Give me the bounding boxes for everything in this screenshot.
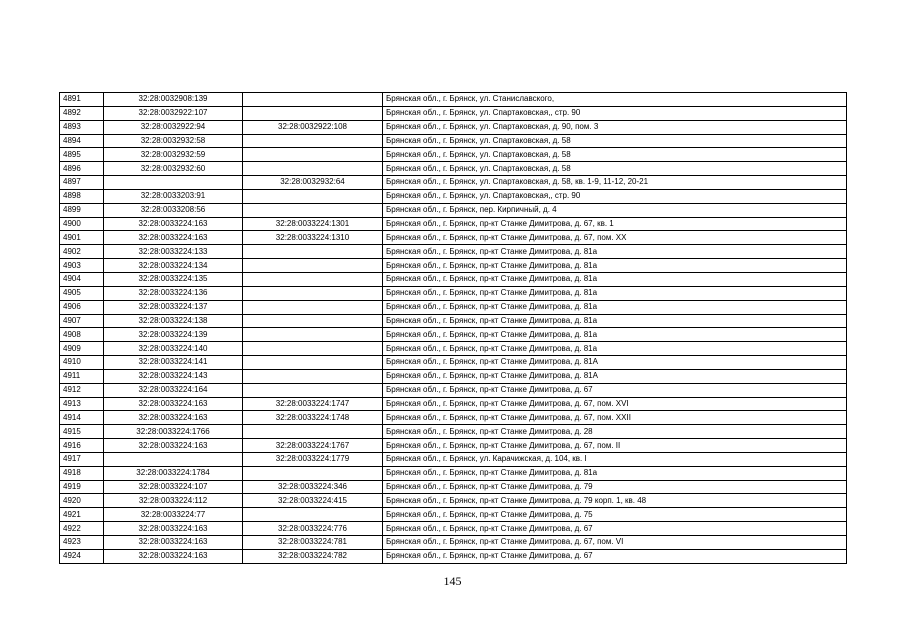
- row-number-cell: 4915: [60, 425, 104, 439]
- cadastral-number-cell: 32:28:0033224:134: [104, 259, 243, 273]
- table-row: [60, 549, 847, 563]
- related-cadastral-number-cell: 32:28:0033224:415: [243, 494, 383, 508]
- table-row: [60, 508, 847, 522]
- row-number-cell: 4904: [60, 272, 104, 286]
- cadastral-number-cell: 32:28:0032922:94: [104, 120, 243, 134]
- related-cadastral-number-cell: [243, 134, 383, 148]
- table-row: [60, 300, 847, 314]
- row-number-cell: 4900: [60, 217, 104, 231]
- cadastral-number-cell: 32:28:0033224:163: [104, 397, 243, 411]
- related-cadastral-number-cell: [243, 148, 383, 162]
- row-number-cell: 4906: [60, 300, 104, 314]
- row-number-cell: 4894: [60, 134, 104, 148]
- table-row: [60, 452, 847, 466]
- address-cell: Брянская обл., г. Брянск, пр-кт Станке Димитрова, д. 67, пом. II: [383, 439, 847, 453]
- related-cadastral-number-cell: [243, 328, 383, 342]
- related-cadastral-number-cell: [243, 259, 383, 273]
- address-cell: Брянская обл., г. Брянск, пр-кт Станке Димитрова, д. 67, кв. 1: [383, 217, 847, 231]
- address-cell: Брянская обл., г. Брянск, пр-кт Станке Димитрова, д. 67: [383, 383, 847, 397]
- table-row: [60, 411, 847, 425]
- row-number-cell: 4892: [60, 106, 104, 120]
- cadastral-number-cell: 32:28:0032922:107: [104, 106, 243, 120]
- address-cell: Брянская обл., г. Брянск, пр-кт Станке Димитрова, д. 81а: [383, 466, 847, 480]
- related-cadastral-number-cell: [243, 203, 383, 217]
- table-row: [60, 203, 847, 217]
- address-cell: Брянская обл., г. Брянск, пр-кт Станке Димитрова, д. 79 корп. 1, кв. 48: [383, 494, 847, 508]
- address-cell: Брянская обл., г. Брянск, пр-кт Станке Димитрова, д. 67, пом. XVI: [383, 397, 847, 411]
- cadastral-number-cell: 32:28:0033224:163: [104, 522, 243, 536]
- cadastral-number-cell: 32:28:0032908:139: [104, 93, 243, 107]
- cadastral-number-cell: 32:28:0033224:1766: [104, 425, 243, 439]
- cadastral-number-cell: 32:28:0033224:140: [104, 342, 243, 356]
- cadastral-number-cell: 32:28:0033203:91: [104, 189, 243, 203]
- table-body: [60, 93, 847, 564]
- address-cell: Брянская обл., г. Брянск, ул. Спартаковская,, стр. 90: [383, 189, 847, 203]
- row-number-cell: 4919: [60, 480, 104, 494]
- table-row: [60, 286, 847, 300]
- related-cadastral-number-cell: 32:28:0033224:1310: [243, 231, 383, 245]
- address-cell: Брянская обл., г. Брянск, ул. Спартаковская,, стр. 90: [383, 106, 847, 120]
- address-cell: Брянская обл., г. Брянск, ул. Спартаковская, д. 58: [383, 134, 847, 148]
- table-row: [60, 522, 847, 536]
- row-number-cell: 4891: [60, 93, 104, 107]
- address-cell: Брянская обл., г. Брянск, пер. Кирпичный, д. 4: [383, 203, 847, 217]
- row-number-cell: 4902: [60, 245, 104, 259]
- table-row: [60, 134, 847, 148]
- related-cadastral-number-cell: 32:28:0032922:108: [243, 120, 383, 134]
- address-cell: Брянская обл., г. Брянск, пр-кт Станке Димитрова, д. 81А: [383, 369, 847, 383]
- cadastral-number-cell: 32:28:0032932:58: [104, 134, 243, 148]
- cadastral-number-cell: 32:28:0033224:143: [104, 369, 243, 383]
- table-row: [60, 369, 847, 383]
- cadastral-number-cell: 32:28:0033224:163: [104, 439, 243, 453]
- table-row: [60, 439, 847, 453]
- row-number-cell: 4913: [60, 397, 104, 411]
- table-row: [60, 314, 847, 328]
- address-cell: Брянская обл., г. Брянск, пр-кт Станке Димитрова, д. 67, пом. XXII: [383, 411, 847, 425]
- related-cadastral-number-cell: 32:28:0033224:782: [243, 549, 383, 563]
- related-cadastral-number-cell: [243, 425, 383, 439]
- row-number-cell: 4912: [60, 383, 104, 397]
- row-number-cell: 4916: [60, 439, 104, 453]
- table-row: [60, 245, 847, 259]
- row-number-cell: 4905: [60, 286, 104, 300]
- address-cell: Брянская обл., г. Брянск, пр-кт Станке Димитрова, д. 81а: [383, 245, 847, 259]
- cadastral-number-cell: 32:28:0033224:139: [104, 328, 243, 342]
- table-row: [60, 176, 847, 190]
- cadastral-number-cell: 32:28:0033224:141: [104, 356, 243, 370]
- table-row: [60, 148, 847, 162]
- table-row: [60, 106, 847, 120]
- related-cadastral-number-cell: 32:28:0033224:346: [243, 480, 383, 494]
- address-cell: Брянская обл., г. Брянск, ул. Станиславского,: [383, 93, 847, 107]
- row-number-cell: 4911: [60, 369, 104, 383]
- related-cadastral-number-cell: 32:28:0033224:1301: [243, 217, 383, 231]
- related-cadastral-number-cell: [243, 466, 383, 480]
- row-number-cell: 4923: [60, 536, 104, 550]
- table-row: [60, 217, 847, 231]
- related-cadastral-number-cell: [243, 245, 383, 259]
- cadastral-number-cell: 32:28:0033208:56: [104, 203, 243, 217]
- row-number-cell: 4895: [60, 148, 104, 162]
- table-row: [60, 383, 847, 397]
- cadastral-number-cell: 32:28:0033224:163: [104, 549, 243, 563]
- table-row: [60, 259, 847, 273]
- table-row: [60, 231, 847, 245]
- row-number-cell: 4910: [60, 356, 104, 370]
- row-number-cell: 4918: [60, 466, 104, 480]
- address-cell: Брянская обл., г. Брянск, пр-кт Станке Димитрова, д. 81а: [383, 314, 847, 328]
- address-cell: Брянская обл., г. Брянск, пр-кт Станке Димитрова, д. 81а: [383, 272, 847, 286]
- address-cell: Брянская обл., г. Брянск, пр-кт Станке Димитрова, д. 81а: [383, 286, 847, 300]
- address-cell: Брянская обл., г. Брянск, пр-кт Станке Димитрова, д. 81а: [383, 342, 847, 356]
- related-cadastral-number-cell: 32:28:0033224:1748: [243, 411, 383, 425]
- related-cadastral-number-cell: 32:28:0033224:1767: [243, 439, 383, 453]
- cadastral-number-cell: 32:28:0033224:1784: [104, 466, 243, 480]
- row-number-cell: 4914: [60, 411, 104, 425]
- row-number-cell: 4899: [60, 203, 104, 217]
- address-cell: Брянская обл., г. Брянск, ул. Спартаковская, д. 58, кв. 1-9, 11-12, 20-21: [383, 176, 847, 190]
- table-row: [60, 536, 847, 550]
- address-cell: Брянская обл., г. Брянск, ул. Карачижская, д. 104, кв. I: [383, 452, 847, 466]
- cadastral-number-cell: 32:28:0033224:133: [104, 245, 243, 259]
- row-number-cell: 4920: [60, 494, 104, 508]
- row-number-cell: 4909: [60, 342, 104, 356]
- address-cell: Брянская обл., г. Брянск, пр-кт Станке Димитрова, д. 81а: [383, 300, 847, 314]
- related-cadastral-number-cell: [243, 162, 383, 176]
- cadastral-number-cell: 32:28:0033224:107: [104, 480, 243, 494]
- address-cell: Брянская обл., г. Брянск, пр-кт Станке Димитрова, д. 28: [383, 425, 847, 439]
- cadastral-number-cell: 32:28:0033224:163: [104, 217, 243, 231]
- table-row: [60, 425, 847, 439]
- cadastral-number-cell: 32:28:0033224:135: [104, 272, 243, 286]
- table-row: [60, 162, 847, 176]
- related-cadastral-number-cell: 32:28:0033224:1747: [243, 397, 383, 411]
- table-row: [60, 466, 847, 480]
- property-registry-table: [59, 92, 847, 564]
- cadastral-number-cell: 32:28:0033224:77: [104, 508, 243, 522]
- related-cadastral-number-cell: [243, 369, 383, 383]
- address-cell: Брянская обл., г. Брянск, пр-кт Станке Димитрова, д. 67: [383, 522, 847, 536]
- related-cadastral-number-cell: [243, 300, 383, 314]
- table-row: [60, 494, 847, 508]
- cadastral-number-cell: 32:28:0032932:59: [104, 148, 243, 162]
- address-cell: Брянская обл., г. Брянск, пр-кт Станке Димитрова, д. 75: [383, 508, 847, 522]
- table-row: [60, 480, 847, 494]
- row-number-cell: 4907: [60, 314, 104, 328]
- related-cadastral-number-cell: [243, 272, 383, 286]
- related-cadastral-number-cell: [243, 286, 383, 300]
- cadastral-number-cell: 32:28:0033224:112: [104, 494, 243, 508]
- cadastral-number-cell: 32:28:0033224:138: [104, 314, 243, 328]
- table-row: [60, 328, 847, 342]
- address-cell: Брянская обл., г. Брянск, ул. Спартаковская, д. 58: [383, 148, 847, 162]
- related-cadastral-number-cell: 32:28:0033224:776: [243, 522, 383, 536]
- related-cadastral-number-cell: [243, 383, 383, 397]
- cadastral-number-cell: 32:28:0033224:163: [104, 231, 243, 245]
- row-number-cell: 4903: [60, 259, 104, 273]
- related-cadastral-number-cell: [243, 93, 383, 107]
- row-number-cell: 4896: [60, 162, 104, 176]
- row-number-cell: 4922: [60, 522, 104, 536]
- cadastral-number-cell: 32:28:0033224:164: [104, 383, 243, 397]
- related-cadastral-number-cell: [243, 508, 383, 522]
- table-row: [60, 397, 847, 411]
- cadastral-number-cell: 32:28:0033224:136: [104, 286, 243, 300]
- address-cell: Брянская обл., г. Брянск, пр-кт Станке Димитрова, д. 79: [383, 480, 847, 494]
- cadastral-number-cell: 32:28:0033224:137: [104, 300, 243, 314]
- related-cadastral-number-cell: 32:28:0033224:1779: [243, 452, 383, 466]
- related-cadastral-number-cell: [243, 314, 383, 328]
- table-row: [60, 356, 847, 370]
- cadastral-number-cell: 32:28:0033224:163: [104, 411, 243, 425]
- row-number-cell: 4901: [60, 231, 104, 245]
- table-row: [60, 189, 847, 203]
- row-number-cell: 4917: [60, 452, 104, 466]
- row-number-cell: 4897: [60, 176, 104, 190]
- cadastral-number-cell: [104, 452, 243, 466]
- address-cell: Брянская обл., г. Брянск, пр-кт Станке Димитрова, д. 67, пом. VI: [383, 536, 847, 550]
- row-number-cell: 4921: [60, 508, 104, 522]
- related-cadastral-number-cell: [243, 342, 383, 356]
- table-row: [60, 93, 847, 107]
- related-cadastral-number-cell: [243, 356, 383, 370]
- address-cell: Брянская обл., г. Брянск, ул. Спартаковская, д. 90, пом. 3: [383, 120, 847, 134]
- address-cell: Брянская обл., г. Брянск, пр-кт Станке Димитрова, д. 81А: [383, 356, 847, 370]
- cadastral-number-cell: 32:28:0033224:163: [104, 536, 243, 550]
- related-cadastral-number-cell: [243, 189, 383, 203]
- cadastral-number-cell: 32:28:0032932:60: [104, 162, 243, 176]
- row-number-cell: 4924: [60, 549, 104, 563]
- address-cell: Брянская обл., г. Брянск, пр-кт Станке Димитрова, д. 67, пом. XX: [383, 231, 847, 245]
- table-row: [60, 272, 847, 286]
- address-cell: Брянская обл., г. Брянск, пр-кт Станке Димитрова, д. 67: [383, 549, 847, 563]
- address-cell: Брянская обл., г. Брянск, ул. Спартаковская, д. 58: [383, 162, 847, 176]
- row-number-cell: 4893: [60, 120, 104, 134]
- address-cell: Брянская обл., г. Брянск, пр-кт Станке Димитрова, д. 81а: [383, 328, 847, 342]
- address-cell: Брянская обл., г. Брянск, пр-кт Станке Димитрова, д. 81а: [383, 259, 847, 273]
- related-cadastral-number-cell: 32:28:0033224:781: [243, 536, 383, 550]
- row-number-cell: 4898: [60, 189, 104, 203]
- row-number-cell: 4908: [60, 328, 104, 342]
- table-row: [60, 120, 847, 134]
- table-row: [60, 342, 847, 356]
- page-number: 145: [443, 574, 462, 588]
- cadastral-number-cell: [104, 176, 243, 190]
- related-cadastral-number-cell: 32:28:0032932:64: [243, 176, 383, 190]
- related-cadastral-number-cell: [243, 106, 383, 120]
